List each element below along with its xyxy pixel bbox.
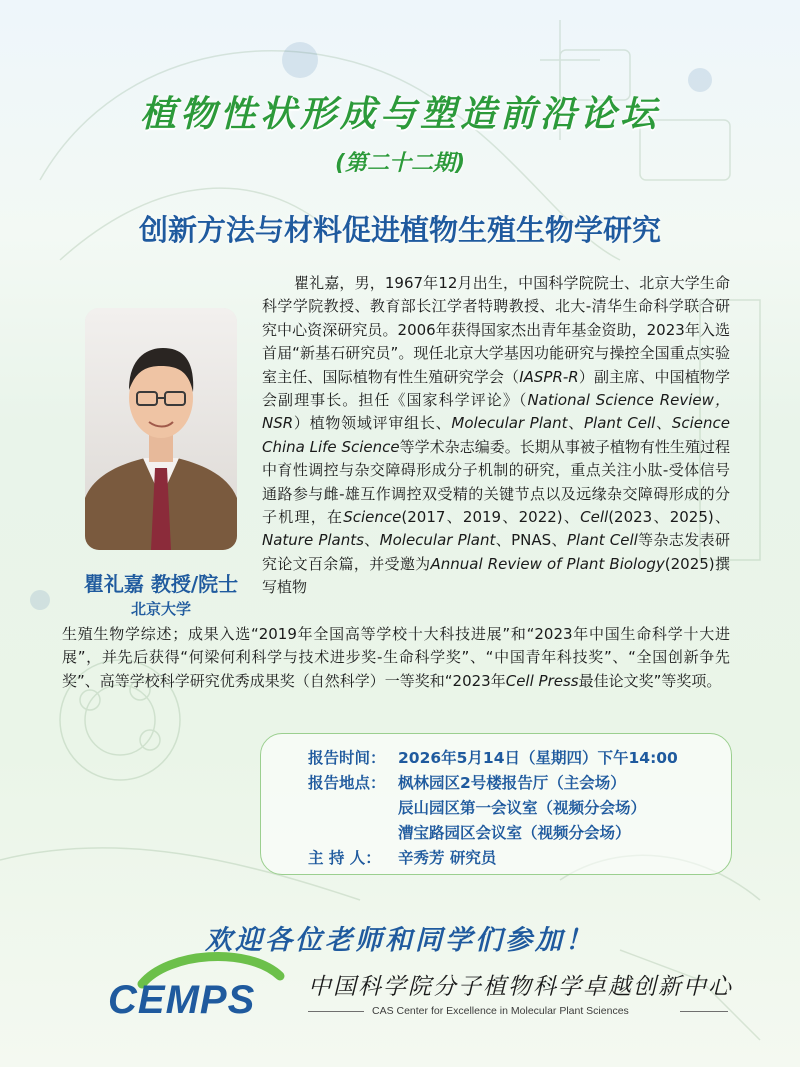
issue-number: (第二十二期) (334, 151, 466, 176)
bio-text: 、 (567, 414, 584, 433)
venue-label: 报告地点： (308, 774, 386, 792)
bio-text: ）植物领域评审组长、 (293, 414, 452, 433)
italic-term: Cell Press (505, 671, 579, 690)
venue-main: 枫林园区2号楼报告厅（主会场） (398, 774, 626, 792)
bio-text: 、 (655, 414, 672, 433)
italic-term: National Science Review，NSR (262, 391, 730, 433)
host-label: 主 持 人： (308, 849, 381, 867)
time-label: 报告时间： (308, 749, 386, 767)
italic-term: Molecular Plant (379, 531, 496, 550)
bio-text: (2025)撰写植物 (262, 554, 730, 597)
bio-text: 等学术杂志编委。长期从事被子植物有性生殖过程中育性调控与杂交障碍形成分子机制的研究，重点关注小肽-受体信号通路参与雌-雄互作调控双受精的关键节点以及远缘杂交障碍形成的分子机理，在 (262, 437, 730, 527)
forum-title: 植物性状形成与塑造前沿论坛 (139, 94, 660, 135)
bio-text: 等杂志发表研究论文百余篇，并受邀为 (262, 531, 730, 573)
italic-term: Cell (580, 508, 609, 527)
italic-term: Annual Review of Plant Biology (430, 554, 665, 573)
bio-text: 、PNAS、 (495, 531, 567, 550)
italic-term: Plant Cell (583, 414, 656, 433)
bio-text: 生殖生物学综述；成果入选“2019年全国高等学校十大科技进展”和“2023年中国生命科学十大进展”，并先后获得“何梁何利科学与技术进步奖-生命科学奖”、“中国青年科技奖”、“全国创新争先奖”、高等学校科学研究优秀成果奖（自然科学）一等奖和“2023年 (62, 625, 730, 690)
bio-text: 、 (363, 531, 380, 550)
italic-term: Molecular Plant (451, 414, 568, 433)
venue-branch-2: 漕宝路园区会议室（视频分会场） (398, 824, 631, 842)
italic-term: Science China Life Science (262, 414, 730, 456)
institution-name-cn: 中国科学院分子植物科学卓越创新中心 (308, 974, 733, 1000)
bio-text: (2017、2019、2022)、 (401, 508, 581, 527)
host-value: 辛秀芳 研究员 (398, 849, 497, 867)
cemps-logo (108, 950, 298, 1022)
bio-text: 瞿礼嘉，男，1967年12月出生，中国科学院院士、北京大学生命科学学院教授、教育部长江学者特聘教授、北大-清华生命科学联合研究中心资深研究员。2006年获得国家杰出青年基金资助，2023年入选首届“新基石研究员”。现任北京大学基因功能研究与操控全国重点实验室主任、国际植物有性生殖研究学会（ (262, 274, 730, 386)
speaker-portrait-icon (85, 308, 237, 550)
venue-branch-1: 辰山园区第一会议室（视频分会场） (398, 799, 647, 817)
divider-left (308, 1011, 364, 1012)
bio-text: 最佳论文奖”等奖项。 (578, 671, 722, 690)
venue-row (308, 771, 626, 793)
bio-paragraph (262, 272, 730, 600)
time-value: 2026年5月14日（星期四）下午14:00 (398, 749, 678, 767)
bio-paragraph-continued (62, 623, 730, 693)
speaker-photo (85, 308, 237, 550)
italic-term: Plant Cell (566, 531, 638, 550)
italic-term: IASPR-R (519, 367, 579, 386)
speaker-name: 瞿礼嘉 教授/院士 (83, 572, 239, 596)
bio-text: (2023、2025)、 (608, 508, 730, 527)
host-row (308, 846, 496, 868)
logo-text: CEMPS (108, 978, 256, 1022)
italic-term: Nature Plants (262, 531, 364, 550)
italic-term: Science (343, 508, 402, 527)
bio-text: ）副主席、中国植物学会副理事长。担任《国家科学评论》（ (262, 367, 730, 410)
divider-right (680, 1011, 728, 1012)
welcome-message: 欢迎各位老师和同学们参加！ (205, 925, 595, 956)
talk-title: 创新方法与材料促进植物生殖生物学研究 (138, 213, 661, 247)
institution-name-en: CAS Center for Excellence in Molecular Plant Sciences (372, 1005, 629, 1017)
time-row (308, 746, 678, 768)
speaker-institution: 北京大学 (130, 600, 191, 618)
